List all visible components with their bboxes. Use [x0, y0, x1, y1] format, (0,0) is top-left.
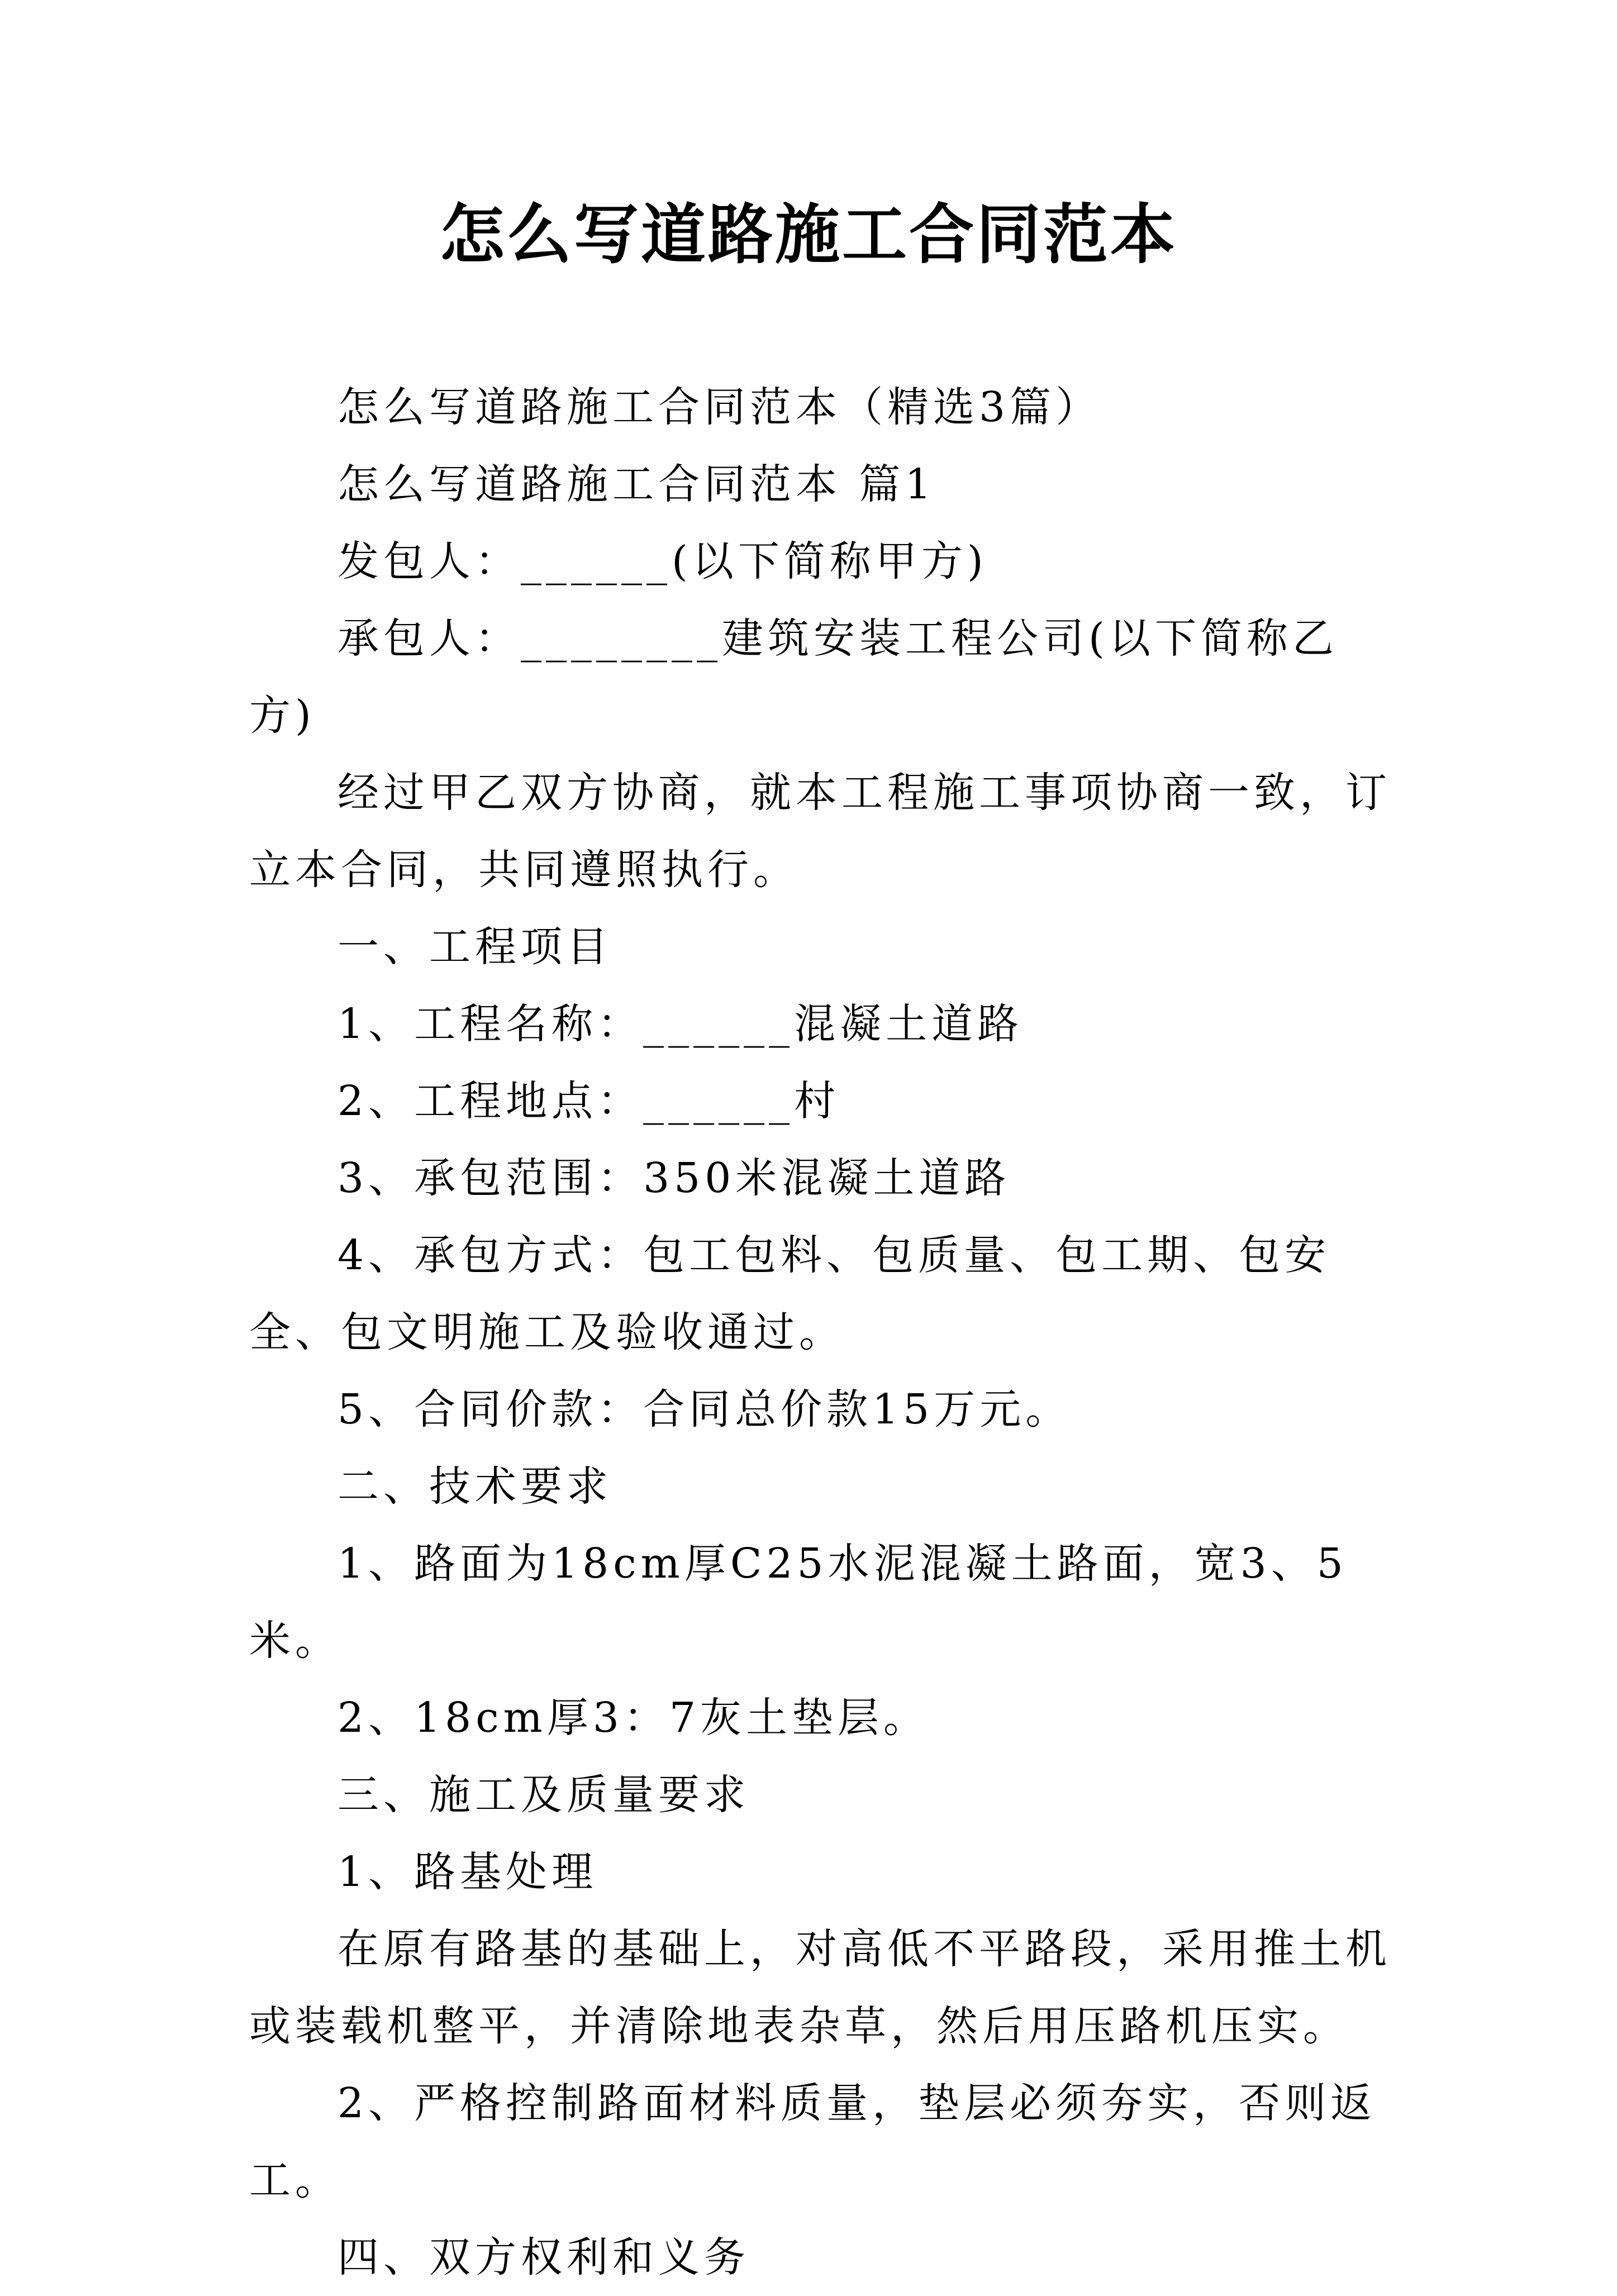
paragraph-employer: 发包人：______(以下简称甲方) — [337, 537, 988, 585]
paragraph-subgrade-detail: 在原有路基的基础上，对高低不平路段，采用推土机或装载机整平，并清除地表杂草，然后用压路机压实。 — [249, 1925, 1391, 2050]
section-heading-technical: 二、技术要求 — [337, 1463, 612, 1511]
paragraph-contract-mode: 4、承包方式：包工包料、包质量、包工期、包安全、包文明施工及验收通过。 — [249, 1231, 1331, 1356]
section-heading-project: 一、工程项目 — [337, 923, 612, 971]
paragraph-subtitle: 怎么写道路施工合同范本（精选3篇） — [337, 383, 1102, 431]
paragraph-project-name: 1、工程名称：______混凝土道路 — [337, 1000, 1024, 1048]
paragraph-part-heading: 怎么写道路施工合同范本 篇1 — [337, 460, 936, 508]
paragraph-subgrade: 1、路基处理 — [337, 1848, 598, 1896]
paragraph-material-control: 2、严格控制路面材料质量，垫层必须夯实，否则返工。 — [249, 2079, 1377, 2204]
paragraph-base-layer: 2、18cm厚3：7灰土垫层。 — [337, 1694, 930, 1742]
document-title: 怎么写道路施工合同范本 — [440, 197, 1177, 273]
paragraph-preamble: 经过甲乙双方协商，就本工程施工事项协商一致，订立本合同，共同遵照执行。 — [249, 769, 1391, 894]
section-heading-quality: 三、施工及质量要求 — [337, 1771, 750, 1819]
paragraph-contractor: 承包人：________建筑安装工程公司(以下简称乙方) — [249, 615, 1338, 740]
paragraph-contract-price: 5、合同价款：合同总价款15万元。 — [337, 1385, 1072, 1433]
paragraph-scope: 3、承包范围：350米混凝土道路 — [337, 1154, 1011, 1202]
paragraph-project-location: 2、工程地点：______村 — [337, 1077, 840, 1125]
paragraph-road-surface: 1、路面为18cm厚C25水泥混凝土路面，宽3、5米。 — [249, 1540, 1348, 1665]
document-body — [249, 369, 1395, 2296]
section-heading-rights: 四、双方权利和义务 — [337, 2233, 750, 2281]
